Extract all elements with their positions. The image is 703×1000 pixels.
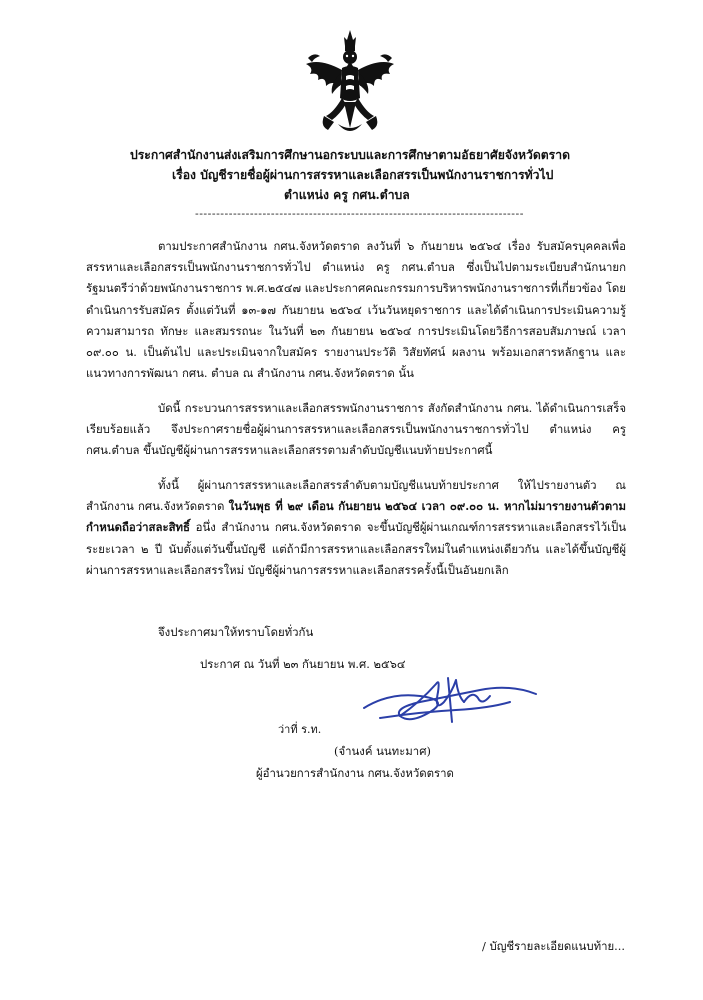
announcement-subject: เรื่อง บัญชีรายชื่อผู้ผ่านการสรรหาและเลือกสรรเป็นพนักงานราชการทั่วไป [172, 168, 554, 182]
garuda-emblem-icon [300, 28, 400, 140]
report-text-tail: อนึ่ง สำนักงาน กศน.จังหวัดตราด จะขึ้นบัญชีผู้ผ่านเกณฑ์การสรรหาและเลือกสรรไว้เป็นระยะเวลา ๒ ปี นับตั้งแต่วันขึ้นบัญชี แต่ถ้ามีการสรรหาและเลือกสรรใหม่ในตำแหน่งเดียวกัน และได้ขึ้นบัญชีผู้ผ่านการสรรหาและเลือกสรรใหม่ บัญชีผู้ผ่านการสรรหาและเลือกสรรครั้งนี้เป็นอันยกเลิก [86, 520, 626, 577]
closing-statement: จึงประกาศมาให้ทราบโดยทั่วกัน [158, 625, 314, 639]
report-text-lead: ทั้งนี้ ผู้ผ่านการสรรหาและเลือกสรรลำดับตามบัญชีแนบท้ายประกาศ ให้ไปรายงานตัว ณ สำนักงาน กศน.จังหวัดตราด [86, 478, 626, 514]
paragraph-background: ตามประกาศสำนักงาน กศน.จังหวัดตราด ลงวันที่ ๖ กันยายน ๒๕๖๔ เรื่อง รับสมัครบุคคลเพื่อสรรหาและเลือกสรรเป็นพนักงานราชการทั่วไป ตำแหน่ง ครู กศน.ตำบล ซึ่งเป็นไปตามระเบียบสำนักนายกรัฐมนตรีว่าด้วยพนักงานราชการ พ.ศ.๒๕๔๗ และประกาศคณะกรรมการบริหารพนักงานราชการที่เกี่ยวข้อง โดยดำเนินการรับสมัคร ตั้งแต่วันที่ ๑๓-๑๗ กันยายน ๒๕๖๔ เว้นวันหยุดราชการ และได้ดำเนินการประเมินความรู้ความสามารถ ทักษะ และสมรรถนะ ในวันที่ ๒๓ กันยายน ๒๕๖๔ การประเมินโดยวิธีการสอบสัมภาษณ์ เวลา ๐๙.๐๐ น. เป็นต้นไป และประเมินจากใบสมัคร รายงานประวัติ วิสัยทัศน์ ผลงาน พร้อมเอกสารหลักฐาน และแนวทางการพัฒนา กศน. ตำบล ณ สำนักงาน กศน.จังหวัดตราด นั้น [86, 239, 626, 381]
announcement-date: ประกาศ ณ วันที่ ๒๓ กันยายน พ.ศ. ๒๕๖๔ [200, 657, 406, 671]
paragraph-report-instructions [86, 475, 626, 581]
paragraph-result: บัดนี้ กระบวนการสรรหาและเลือกสรรพนักงานราชการ สังกัดสำนักงาน กศน. ได้ดำเนินการเสร็จเรียบร้อยแล้ว จึงประกาศรายชื่อผู้ผ่านการสรรหาและเลือกสรรเป็นพนักงานราชการทั่วไป ตำแหน่ง ครู กศน.ตำบล ขึ้นบัญชีผู้ผ่านการสรรหาและเลือกสรรตามลำดับบัญชีแนบท้ายประกาศนี้ [86, 401, 626, 458]
signer-name: (จำนงค์ นนทะมาศ) [334, 744, 431, 758]
signature-icon [360, 672, 540, 732]
announcement-title: ประกาศสำนักงานส่งเสริมการศึกษานอกระบบและการศึกษาตามอัธยาศัยจังหวัดตราด [130, 148, 570, 162]
signer-rank: ว่าที่ ร.ท. [278, 723, 322, 736]
continued-note: / บัญชีรายละเอียดแนบท้าย... [482, 939, 626, 953]
report-date-emphasis: ในวันพุธ ที่ ๒๙ เดือน กันยายน ๒๕๖๔ เวลา ๐๙.๐๐ น. หากไม่มารายงานตัวตามกำหนดถือว่าสละสิทธิ์ [86, 499, 626, 535]
announcement-position: ตำแหน่ง ครู กศน.ตำบล [284, 188, 410, 202]
header-divider: ------------------------------------------------------------------------------ [195, 207, 524, 220]
signer-position: ผู้อำนวยการสำนักงาน กศน.จังหวัดตราด [256, 766, 454, 780]
